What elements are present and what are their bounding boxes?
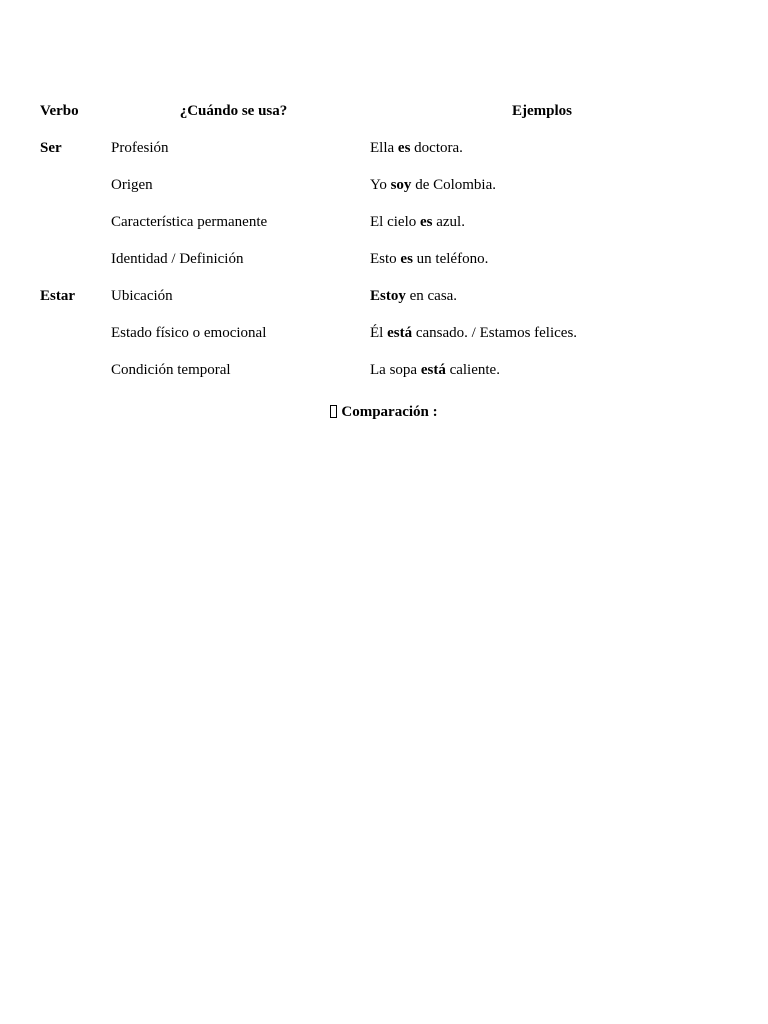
comparison-heading (0, 403, 768, 421)
example-text: El cielo (370, 213, 420, 230)
header-verb: Verbo (40, 102, 79, 119)
example-text: en casa. (405, 287, 458, 304)
example-text: Ella (370, 139, 398, 156)
table-row (33, 277, 721, 314)
example-text: La sopa (370, 361, 421, 378)
example-text: doctora. (410, 139, 463, 156)
example-cell (363, 351, 721, 388)
header-examples: Ejemplos (512, 102, 572, 119)
verb-cell (33, 351, 104, 388)
example-cell (363, 240, 721, 277)
usage-cell: Ubicación (111, 287, 173, 304)
table-header-row (33, 92, 721, 129)
verb-cell (33, 240, 104, 277)
example-text: de Colombia. (411, 176, 497, 193)
usage-cell: Estado físico o emocional (111, 324, 267, 341)
example-cell (363, 277, 721, 314)
table-row (33, 314, 721, 351)
example-text: azul. (432, 213, 465, 230)
header-when: ¿Cuándo se usa? (179, 102, 288, 119)
usage-cell: Identidad / Definición (111, 250, 244, 267)
example-cell (363, 203, 721, 240)
ser-estar-table (33, 92, 721, 388)
example-verb-form: soy (390, 176, 412, 193)
example-verb-form: Estoy (370, 287, 406, 304)
usage-cell: Característica permanente (111, 213, 268, 230)
verb-cell (33, 314, 104, 351)
verb-cell (33, 166, 104, 203)
example-text: Esto (370, 250, 401, 267)
table-row (33, 203, 721, 240)
comparison-label: Comparación : (341, 404, 438, 420)
verb-cell: Estar (40, 287, 75, 304)
example-verb-form: es (397, 139, 411, 156)
usage-cell: Condición temporal (111, 361, 231, 378)
example-verb-form: está (420, 361, 446, 378)
verb-cell (33, 203, 104, 240)
example-verb-form: es (419, 213, 433, 230)
example-text: Yo (370, 176, 391, 193)
table-row (33, 351, 721, 388)
example-verb-form: está (387, 324, 413, 341)
example-cell (363, 166, 721, 203)
verb-cell: Ser (40, 139, 62, 156)
example-text: cansado. / Estamos felices. (412, 324, 578, 341)
example-text: un teléfono. (412, 250, 489, 267)
example-cell (363, 314, 721, 351)
usage-cell: Origen (111, 176, 153, 193)
example-text: caliente. (445, 361, 500, 378)
example-cell (363, 129, 721, 166)
table-body (33, 129, 721, 388)
missing-glyph-icon (330, 405, 337, 418)
table-row (33, 240, 721, 277)
example-text: Él (370, 324, 388, 341)
table-row (33, 166, 721, 203)
usage-cell: Profesión (111, 139, 169, 156)
table-row (33, 129, 721, 166)
example-verb-form: es (400, 250, 413, 267)
